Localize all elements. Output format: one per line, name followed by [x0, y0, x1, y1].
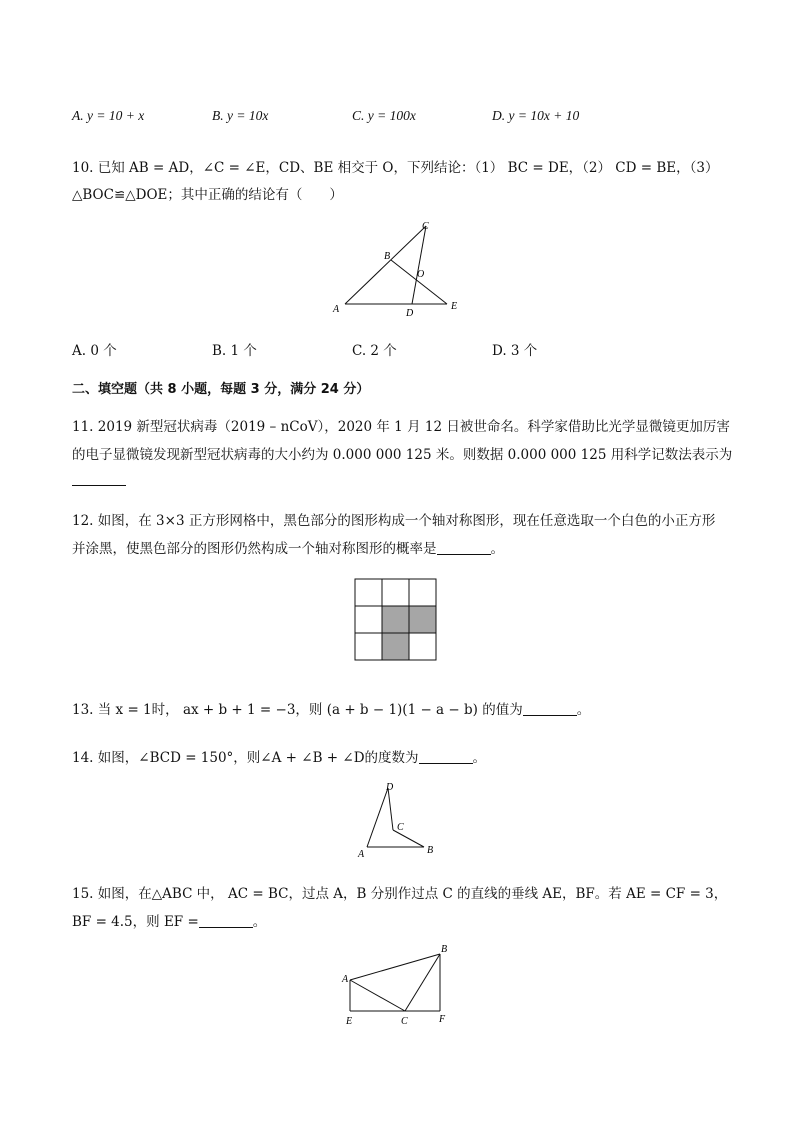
q11-stem-line2: 的电子显微镜发现新型冠状病毒的大小约为 0.000 000 125 米。则数据 0.000 000 125 用科学记数法表示为 [72, 447, 733, 463]
q15-answer-blank[interactable] [199, 913, 253, 928]
q10-label-e: E [451, 301, 458, 312]
q12-stem-text: 并涂黑，使黑色部分的图形仍然构成一个轴对称图形的概率是 [72, 541, 437, 557]
grid-cell-shaded [382, 606, 409, 633]
q15-right-triangle-figure [338, 940, 460, 1030]
grid-cell-white [355, 579, 382, 606]
q10-label-o: O [417, 269, 425, 280]
q15-label-c: C [401, 1016, 408, 1027]
grid-cell-shaded [409, 606, 436, 633]
q15-stem-line1: 15. 如图，在△ABC 中， AC = BC，过点 A，B 分别作过点 C 的直线的垂线 AE，BF。若 AE = CF = 3， [72, 886, 728, 902]
q10-label-a: A [333, 304, 340, 315]
q12-end-mark: 。 [490, 541, 504, 557]
q9-option-a: A. y = 10 + x [72, 108, 145, 123]
q10-stem-line1: 10. 已知 AB = AD，∠C = ∠E，CD、BE 相交于 O，下列结论：（1） BC = DE，（2） CD = BE，（3） [72, 160, 719, 176]
q15-end-mark: 。 [252, 914, 267, 930]
q11-answer-blank[interactable] [72, 471, 126, 488]
q12-answer-blank[interactable] [437, 540, 491, 555]
grid-cell-white [355, 633, 382, 660]
q14-label-d: D [386, 782, 394, 793]
q9-option-b: B. y = 10x [212, 108, 269, 123]
q14-stem-text: 14. 如图，∠BCD = 150°，则∠A + ∠B + ∠D的度数为 [72, 750, 419, 766]
q15-stem-text: BF = 4.5，则 EF = [72, 914, 199, 930]
q13-end-mark: 。 [576, 702, 591, 718]
q10-stem-line2: △BOC≌△DOE；其中正确的结论有（ ） [72, 187, 343, 203]
grid-cell-shaded [382, 633, 409, 660]
q14-concave-quad-figure [353, 780, 438, 860]
q13-answer-blank[interactable] [523, 701, 577, 716]
section-2-heading: 二、填空题（共 8 小题，每题 3 分，满分 24 分） [72, 382, 370, 397]
q15-label-e: E [346, 1016, 353, 1027]
q12-stem-line1: 12. 如图，在 3×3 正方形网格中，黑色部分的图形构成一个轴对称图形，现在任意选取一个白色的小正方形 [72, 513, 716, 529]
q14-stem [72, 746, 486, 766]
q15-line-ac [350, 980, 405, 1011]
q14-line-dc [388, 788, 393, 830]
q9-option-c: C. y = 100x [352, 108, 416, 123]
q14-answer-blank[interactable] [419, 749, 473, 764]
q10-label-c: C [422, 221, 429, 232]
q10-option-b: B. 1 个 [212, 343, 257, 359]
q14-end-mark: 。 [472, 750, 487, 766]
q10-label-d: D [406, 308, 414, 319]
q13-stem-text: 13. 当 x = 1时， ax + b + 1 = −3，则 (a + b − 1)(1 − a − b) 的值为 [72, 702, 523, 718]
q14-label-b: B [427, 845, 434, 856]
q15-label-b: B [441, 944, 448, 955]
grid-cell-white [409, 633, 436, 660]
q12-grid-figure [354, 578, 438, 662]
q10-option-d: D. 3 个 [492, 343, 538, 359]
q10-label-b: B [384, 251, 391, 262]
grid-cell-white [382, 579, 409, 606]
q15-stem-line2 [72, 910, 266, 930]
q13-stem [72, 698, 590, 718]
q14-label-c: C [397, 822, 404, 833]
q12-stem-line2 [72, 537, 504, 557]
q15-label-f: F [439, 1014, 446, 1025]
grid-cell-white [355, 606, 382, 633]
q14-label-a: A [358, 849, 365, 860]
q10-option-a: A. 0 个 [72, 343, 117, 359]
q15-label-a: A [342, 974, 349, 985]
q10-triangle-figure [325, 215, 470, 320]
grid-cell-white [409, 579, 436, 606]
q10-option-c: C. 2 个 [352, 343, 397, 359]
q11-stem-line1: 11. 2019 新型冠状病毒（2019 – nCoV），2020 年 1 月 12 日被世命名。科学家借助比光学显微镜更加厉害 [72, 419, 730, 435]
q9-option-d: D. y = 10x + 10 [492, 108, 580, 123]
q14-line-ad [367, 788, 388, 847]
